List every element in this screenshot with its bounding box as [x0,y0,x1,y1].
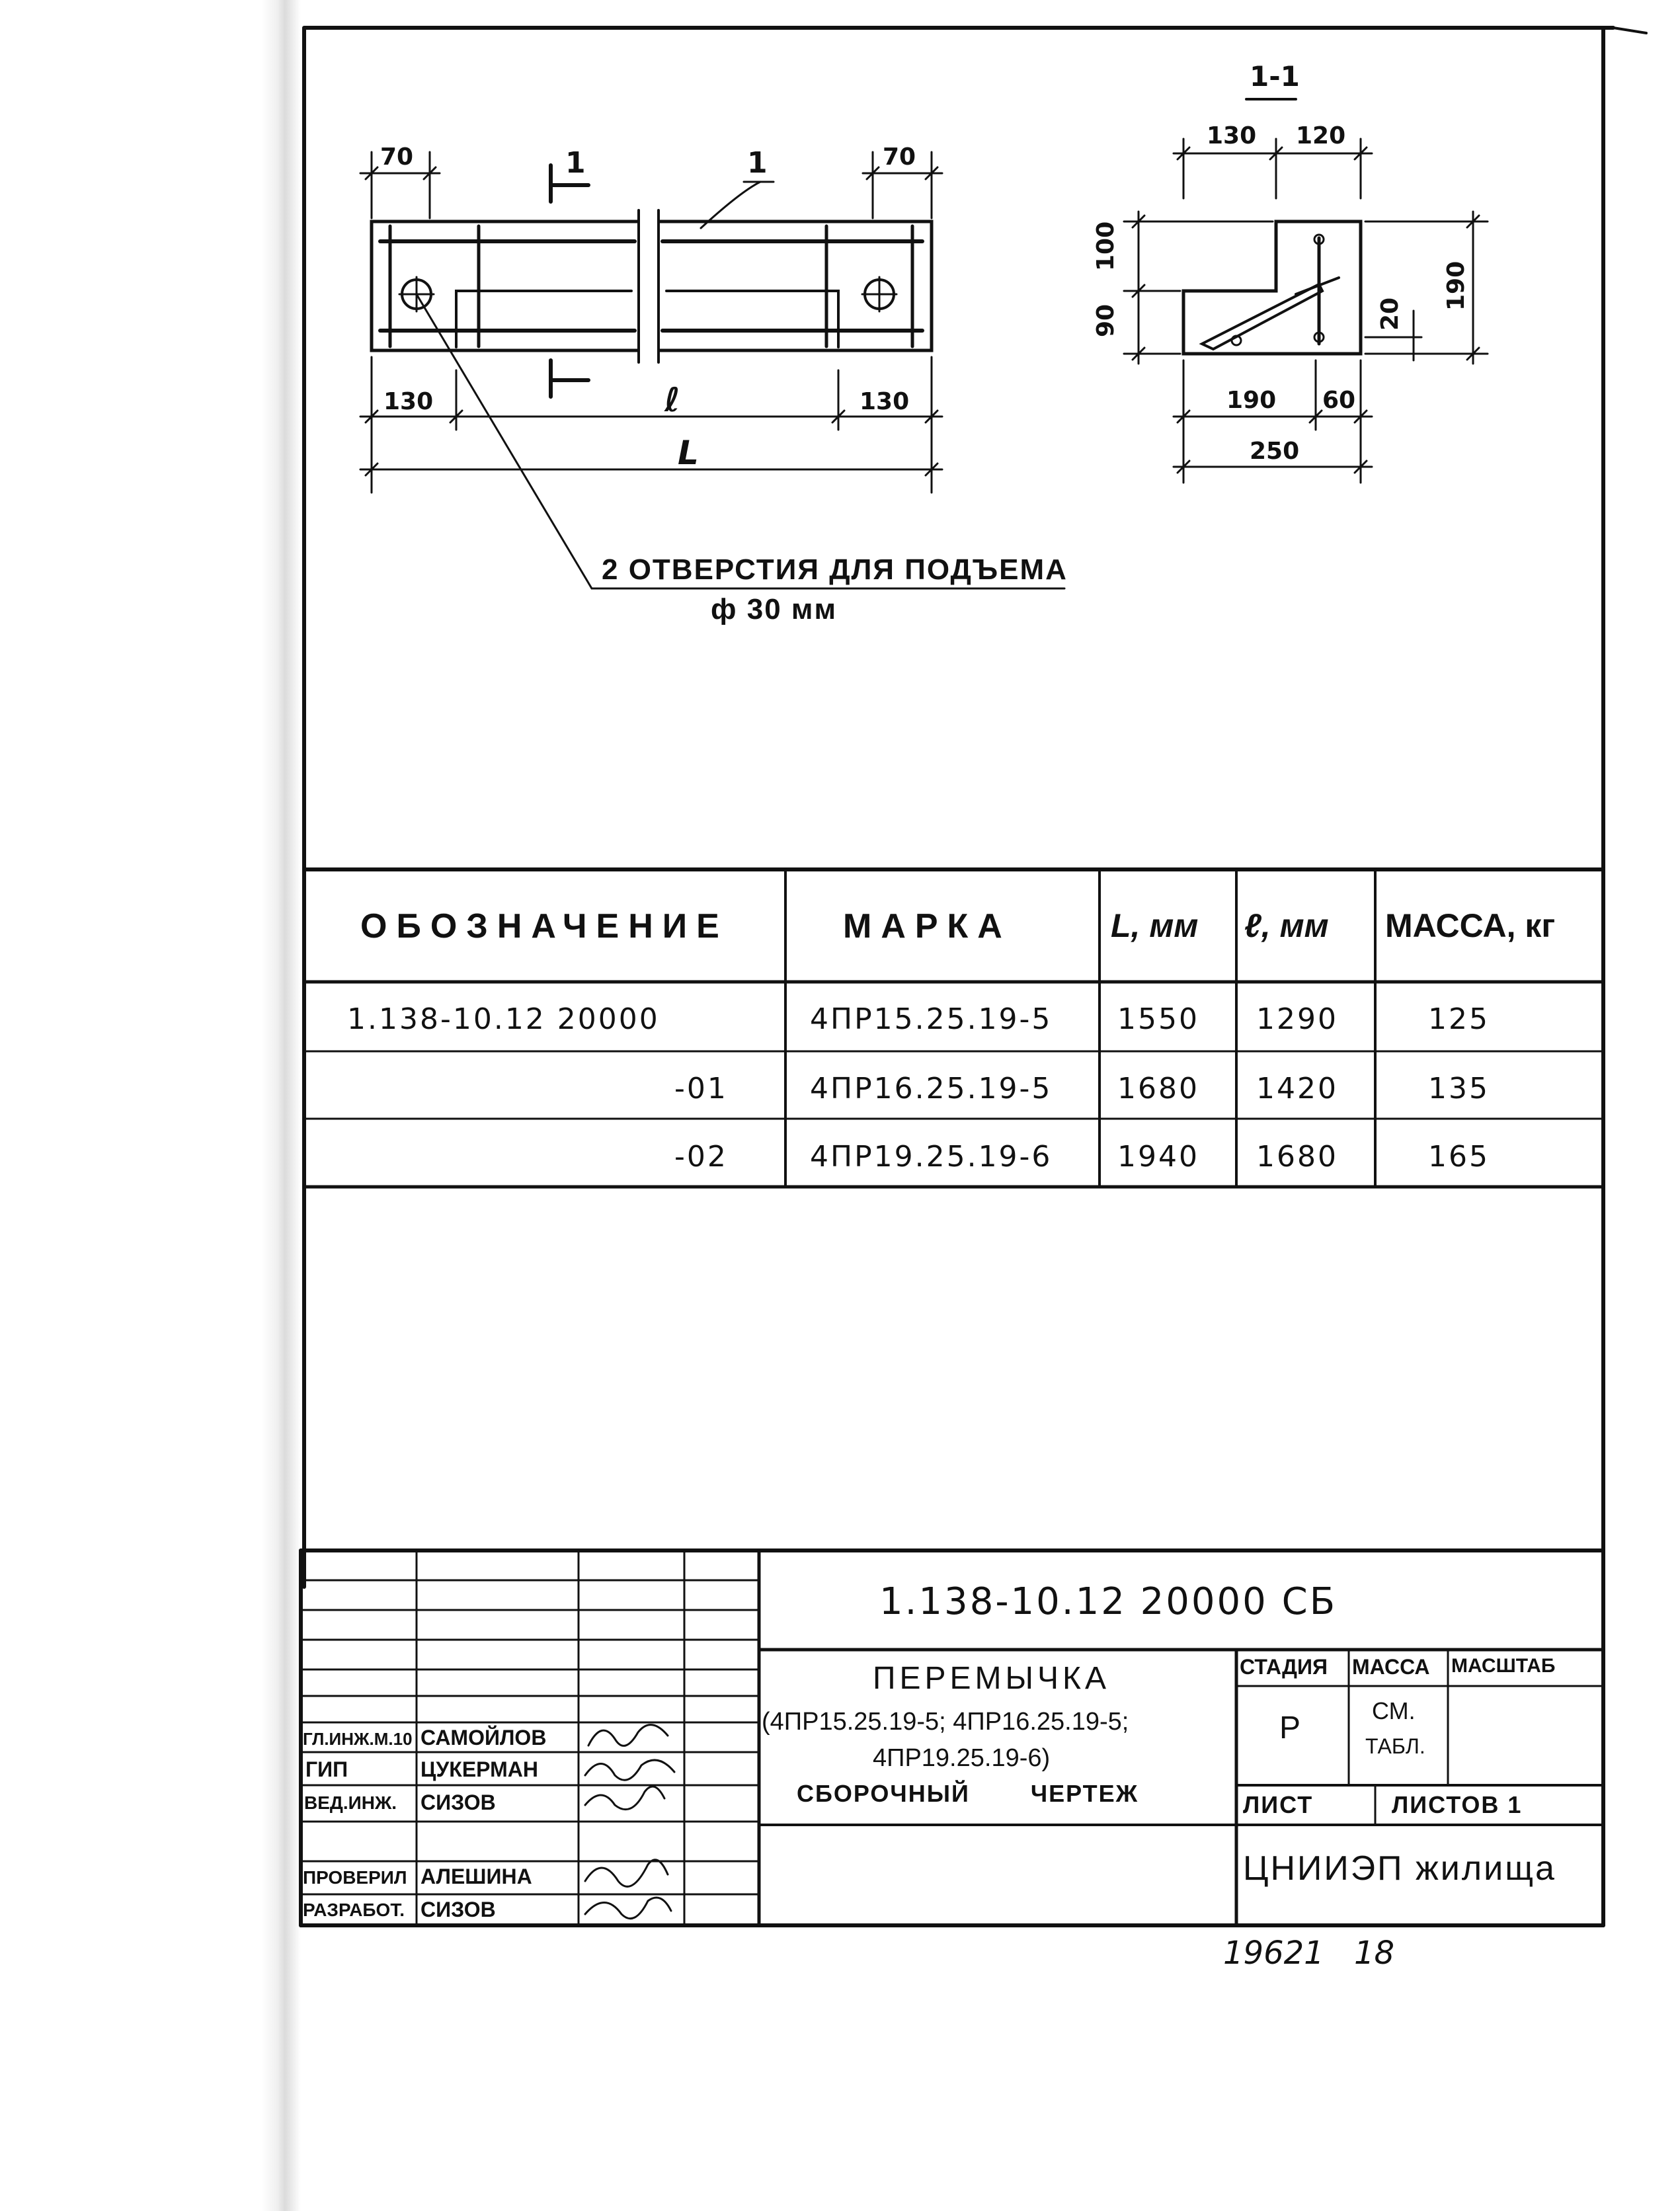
section-view [1124,99,1488,483]
table-header-mark: МАРКА [843,907,1012,945]
doc-type: СБОРОЧНЫЙ ЧЕРТЕЖ [797,1780,1139,1807]
sec-dim-20: 20 [1377,297,1404,331]
sec-dim-100: 100 [1092,221,1119,271]
stage-label: СТАДИЯ [1240,1655,1328,1679]
sheet-label: ЛИСТ [1243,1791,1314,1818]
stage-value: Р [1279,1710,1302,1746]
mass-value-2: ТАБЛ. [1365,1734,1425,1758]
row2-l: 1420 [1256,1072,1338,1106]
row1-mark: 4ПР15.25.19-5 [810,1002,1053,1036]
sig-role-2: ГИП [305,1757,348,1781]
row2-designation: -01 [674,1072,728,1106]
row3-mark: 4ПР19.25.19-6 [810,1140,1053,1174]
sig-role-5: РАЗРАБОТ. [303,1900,405,1920]
organization: ЦНИИЭП жилища [1243,1849,1556,1888]
sec-dim-190-bottom: 190 [1226,387,1277,414]
row2-mark: 4ПР16.25.19-5 [810,1072,1053,1106]
footer-number: 19621 18 [1223,1935,1395,1972]
sec-dim-60: 60 [1322,387,1356,414]
lifting-hole-diameter: ф 30 мм [711,593,837,625]
sig-name-3: СИЗОВ [420,1790,496,1814]
row3-L: 1940 [1117,1140,1199,1174]
sec-dim-90: 90 [1092,303,1119,337]
sig-role-1: ГЛ.ИНЖ.М.10 [303,1729,413,1749]
table-header-mass: МАССА, кг [1385,907,1556,944]
mass-label: МАССА [1352,1655,1430,1679]
sec-dim-250: 250 [1250,438,1300,465]
scale-label: МАСШТАБ [1451,1655,1556,1677]
table-header-designation: ОБОЗНАЧЕНИЕ [360,907,729,945]
sec-dim-130: 130 [1207,122,1257,149]
row2-mass: 135 [1428,1072,1490,1106]
sig-role-3: ВЕД.ИНЖ. [304,1792,397,1813]
sec-dim-190-right: 190 [1443,261,1470,311]
dim-inner-l: ℓ [664,381,680,419]
sig-role-4: ПРОВЕРИЛ [303,1867,407,1888]
dim-bottom-right: 130 [860,388,910,415]
row3-designation: -02 [674,1140,728,1174]
sheets-label: ЛИСТОВ 1 [1392,1791,1523,1818]
dim-overall-L: L [678,434,699,472]
sig-name-4: АЛЕШИНА [420,1865,532,1888]
sig-name-1: САМОЙЛОВ [420,1726,547,1749]
mass-value-1: СМ. [1372,1697,1416,1724]
sec-dim-120: 120 [1296,122,1346,149]
leader-label: 1 [747,146,768,180]
product-marks-1: (4ПР15.25.19-5; 4ПР16.25.19-5; [762,1708,1129,1736]
cut-mark: 1 [565,146,586,180]
dim-bottom-left: 130 [383,388,434,415]
row1-mass: 125 [1428,1002,1490,1036]
front-view [360,152,1064,588]
doc-code: 1.138-10.12 20000 СБ [879,1580,1338,1623]
row3-l: 1680 [1256,1140,1338,1174]
dim-top-right: 70 [883,143,916,171]
row1-designation: 1.138-10.12 20000 [347,1002,660,1036]
sig-name-2: ЦУКЕРМАН [420,1757,538,1781]
sig-name-5: СИЗОВ [420,1898,496,1921]
product-title: ПЕРЕМЫЧКА [873,1661,1110,1696]
section-label: 1-1 [1250,60,1300,93]
table-header-l: ℓ, мм [1244,907,1329,944]
product-marks-2: 4ПР19.25.19-6) [873,1744,1051,1772]
lifting-hole-note: 2 ОТВЕРСТИЯ ДЛЯ ПОДЪЕМА [602,553,1068,586]
table-header-L: L, мм [1111,907,1199,944]
row3-mass: 165 [1428,1140,1490,1174]
row1-L: 1550 [1117,1002,1199,1036]
row2-L: 1680 [1117,1072,1199,1106]
dim-top-left: 70 [380,143,414,171]
row1-l: 1290 [1256,1002,1338,1036]
